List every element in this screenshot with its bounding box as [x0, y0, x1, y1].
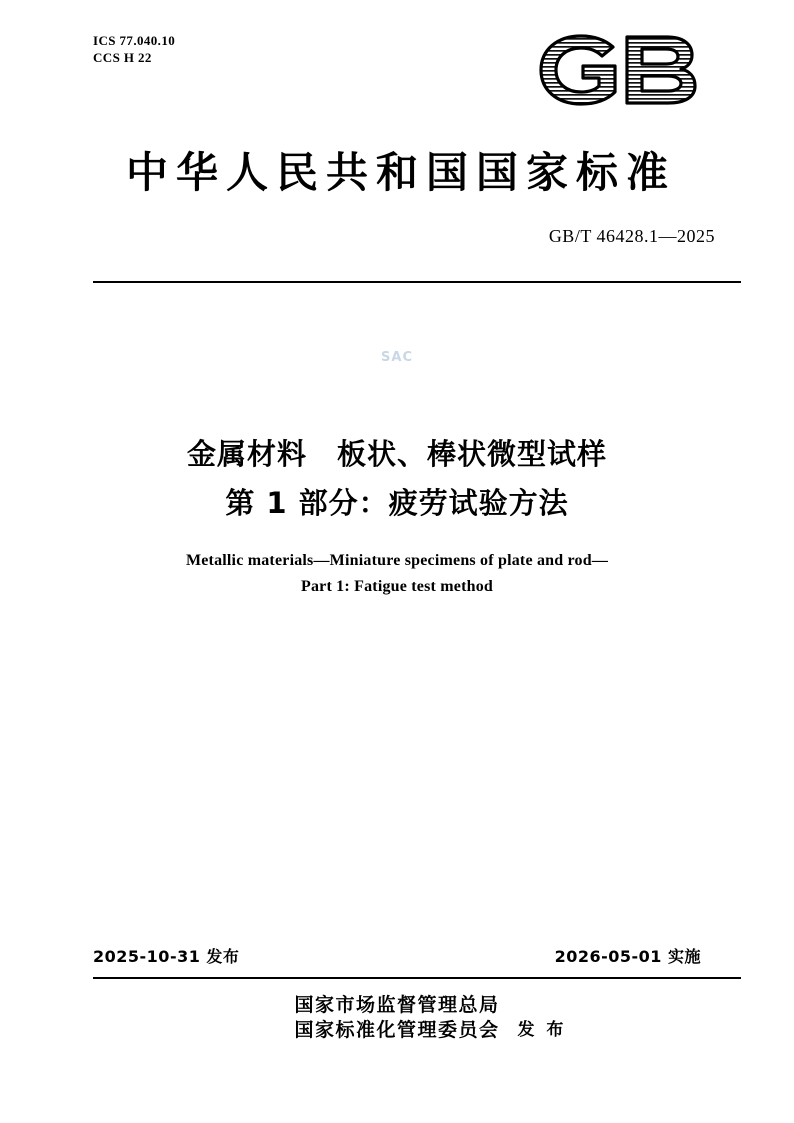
- footer-divider: [93, 977, 741, 979]
- document-title-en-line1: Metallic materials—Miniature specimens of plate and rod—: [185, 552, 609, 569]
- ics-line: ICS 77.040.10: [93, 33, 176, 48]
- ccs-line: CCS H 22: [93, 50, 152, 65]
- publisher-line-2: 国家标准化管理委员会: [294, 1019, 500, 1041]
- header-divider: [93, 281, 741, 283]
- ics-ccs-block: [93, 32, 175, 66]
- issue-date: 2025-10-31 发布: [93, 947, 240, 966]
- publisher-block: [0, 993, 794, 1043]
- page-title: 中华人民共和国国家标准: [125, 148, 676, 197]
- document-title-cn-line2: 第 1 部分：疲劳试验方法: [225, 486, 569, 520]
- sac-watermark: SAC: [381, 350, 413, 365]
- document-title-en-line2: Part 1: Fatigue test method: [300, 578, 494, 595]
- publisher-release-label: 发 布: [517, 1020, 567, 1040]
- publisher-inner: [294, 993, 567, 1043]
- standard-number: GB/T 46428.1—2025: [548, 226, 715, 246]
- publisher-line-1: 国家市场监督管理总局: [294, 994, 500, 1016]
- document-title-cn-line1: 金属材料 板状、棒状微型试样: [186, 437, 607, 471]
- implementation-date: 2026-05-01 实施: [554, 947, 701, 966]
- gb-emblem-icon: [535, 30, 710, 110]
